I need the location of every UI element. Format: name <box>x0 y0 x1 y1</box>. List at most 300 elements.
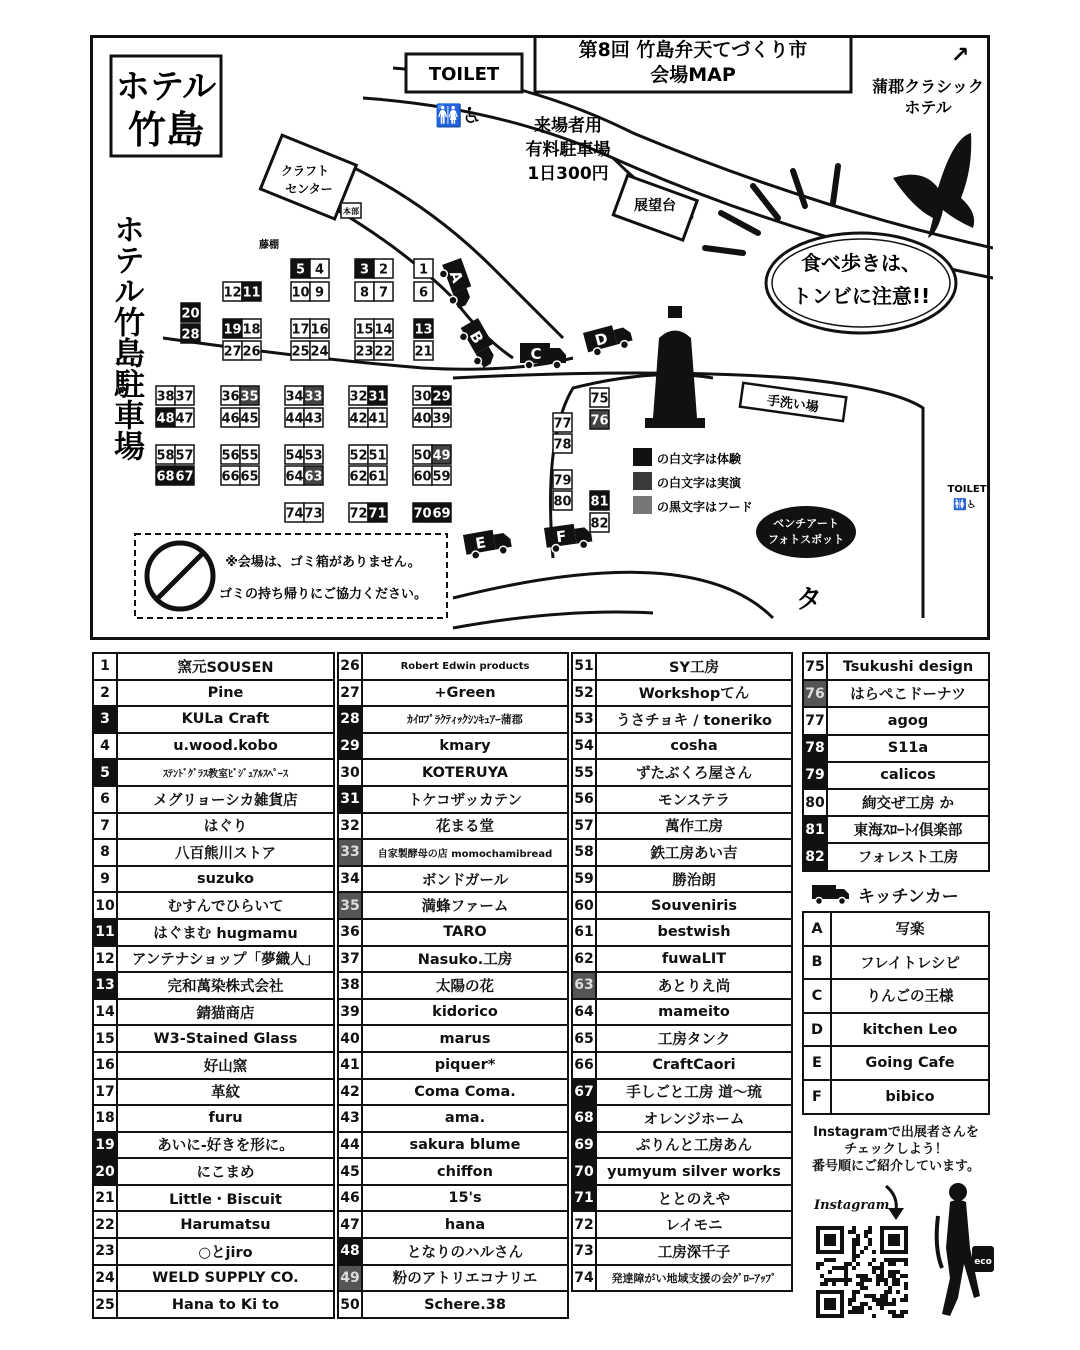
truck-icon <box>812 883 850 905</box>
booth-number: 5 <box>295 262 306 278</box>
booth-number: 76 <box>590 413 609 429</box>
vendor-row <box>572 999 792 1026</box>
vendor-table-4 <box>802 652 990 872</box>
kitchen-name: フレイトレシピ <box>831 946 989 980</box>
booth-number: 32 <box>349 389 368 405</box>
vendor-name: +Green <box>362 680 568 707</box>
vendor-row <box>572 733 792 760</box>
vendor-row <box>572 1238 792 1265</box>
booth-number: 50 <box>413 448 432 464</box>
booth-72 <box>349 503 368 522</box>
booth-number: 81 <box>590 494 609 510</box>
kitchen-car-letter: E <box>474 533 488 553</box>
booth-58 <box>156 445 175 464</box>
vendor-number: 45 <box>338 1158 362 1185</box>
vendor-number: 19 <box>93 1132 117 1159</box>
paid-parking-line2: 有料駐車場 <box>525 140 611 160</box>
vendor-name: モンステラ <box>596 786 792 813</box>
vendor-number: 73 <box>572 1238 596 1265</box>
vendor-name: 萬作工房 <box>596 813 792 840</box>
booth-67 <box>175 466 194 485</box>
vendor-name: 絢交ぜ工房 か <box>827 789 989 816</box>
vendor-row <box>338 1052 568 1079</box>
vendor-name: Little・Biscuit <box>117 1185 334 1212</box>
map-drawing <box>93 38 993 643</box>
booth-48 <box>156 408 175 427</box>
vendor-row <box>338 1132 568 1159</box>
kitchen-name: bibico <box>831 1080 989 1114</box>
booth-45 <box>240 408 259 427</box>
booth-3 <box>355 259 374 278</box>
vendor-row <box>338 1158 568 1185</box>
kitchen-car-letter: D <box>592 329 610 350</box>
vendor-number: 75 <box>803 653 827 680</box>
vendor-row <box>338 1025 568 1052</box>
hotel-sign-line2: 竹島 <box>127 108 205 152</box>
booth-47 <box>175 408 194 427</box>
booth-number: 48 <box>156 411 175 427</box>
booth-layer <box>156 259 609 532</box>
booth-49 <box>432 445 451 464</box>
booth-77 <box>553 413 572 432</box>
vendor-number: 31 <box>338 786 362 813</box>
vendor-number: 56 <box>572 786 596 813</box>
vendor-name: fuwaLIT <box>596 946 792 973</box>
booth-number: 68 <box>156 469 175 485</box>
vendor-number: 23 <box>93 1238 117 1265</box>
booth-number: 73 <box>304 506 323 522</box>
booth-63 <box>304 466 323 485</box>
kitchen-row <box>803 1080 989 1114</box>
vendor-name: 手しごと工房 道〜琉 <box>596 1079 792 1106</box>
vendor-row <box>338 866 568 893</box>
booth-number: 1 <box>418 262 429 278</box>
venue-map <box>90 35 990 640</box>
booth-number: 22 <box>374 344 393 360</box>
vendor-name: 八百熊川ストア <box>117 839 334 866</box>
vendor-name: ととのえや <box>596 1185 792 1212</box>
vendor-number: 6 <box>93 786 117 813</box>
vendor-row <box>338 999 568 1026</box>
vendor-name: ｶｲﾛﾌﾟﾗｸﾃｨｯｸｼﾝｷｭｱｰ蒲郡 <box>362 706 568 733</box>
booth-number: 67 <box>175 469 194 485</box>
vendor-name: 満蜂ファーム <box>362 892 568 919</box>
vendor-number: 64 <box>572 999 596 1026</box>
vendor-number: 40 <box>338 1025 362 1052</box>
toilet-icons: 🚻♿ <box>435 104 483 129</box>
vendor-name: marus <box>362 1025 568 1052</box>
vendor-name: CraftCaori <box>596 1052 792 1079</box>
vendor-row <box>93 680 334 707</box>
kitchen-letter: F <box>803 1080 831 1114</box>
vendor-row <box>338 733 568 760</box>
booth-55 <box>240 445 259 464</box>
booth-number: 52 <box>349 448 368 464</box>
kitchen-letter: B <box>803 946 831 980</box>
vendor-number: 26 <box>338 653 362 680</box>
instagram-label: Instagram <box>814 1198 890 1213</box>
vendor-name: 錆猫商店 <box>117 999 334 1026</box>
booth-81 <box>590 491 609 510</box>
booth-35 <box>240 386 259 405</box>
vendor-name: トケコザッカテン <box>362 786 568 813</box>
vendor-name: KOTERUYA <box>362 759 568 786</box>
booth-number: 53 <box>304 448 323 464</box>
booth-13 <box>414 319 433 338</box>
booth-57 <box>175 445 194 464</box>
vendor-row <box>93 1265 334 1292</box>
booth-number: 58 <box>156 448 175 464</box>
photo-spot-line2: フォトスポット <box>767 533 845 546</box>
booth-number: 34 <box>285 389 304 405</box>
vendor-number: 28 <box>338 706 362 733</box>
instagram-note <box>800 1124 992 1175</box>
booth-22 <box>374 341 393 360</box>
kitchen-car-d <box>583 321 634 358</box>
booth-number: 36 <box>221 389 240 405</box>
booth-number: 24 <box>310 344 329 360</box>
vendor-name: メグリョーシカ雑貨店 <box>117 786 334 813</box>
kitchen-car-letter: C <box>530 345 542 363</box>
vendor-number: 65 <box>572 1025 596 1052</box>
vendor-row <box>803 653 989 680</box>
booth-number: 43 <box>304 411 323 427</box>
booth-7 <box>374 282 393 301</box>
title-line2: 会場MAP <box>650 64 736 86</box>
vendor-row <box>572 892 792 919</box>
vendor-table-3 <box>571 652 793 1292</box>
vendor-number: 71 <box>572 1185 596 1212</box>
vendor-name: 勝治朗 <box>596 866 792 893</box>
vendor-number: 27 <box>338 680 362 707</box>
vendor-number: 70 <box>572 1158 596 1185</box>
booth-25 <box>291 341 310 360</box>
vendor-name: ｽﾃﾝﾄﾞｸﾞﾗｽ教室ﾋﾞｼﾞｭｱﾙｽﾍﾟｰｽ <box>117 759 334 786</box>
vendor-number: 59 <box>572 866 596 893</box>
booth-70 <box>413 503 432 522</box>
vendor-number: 69 <box>572 1132 596 1159</box>
kitchen-name: 写楽 <box>831 912 989 946</box>
booth-number: 38 <box>156 389 175 405</box>
booth-6 <box>414 282 433 301</box>
booth-number: 82 <box>590 516 609 532</box>
vendor-row <box>572 1079 792 1106</box>
vendor-number: 11 <box>93 919 117 946</box>
booth-number: 80 <box>553 494 572 510</box>
booth-79 <box>553 470 572 489</box>
booth-number: 71 <box>368 506 387 522</box>
kitchen-car-heading <box>812 880 992 908</box>
vendor-row <box>803 707 989 734</box>
observatory-label: 展望台 <box>634 198 676 214</box>
vendor-row <box>93 1238 334 1265</box>
vendor-number: 14 <box>93 999 117 1026</box>
vendor-row <box>338 759 568 786</box>
booth-number: 61 <box>368 469 387 485</box>
kitchen-car-e <box>463 527 513 561</box>
vendor-number: 80 <box>803 789 827 816</box>
vendor-number: 81 <box>803 816 827 843</box>
booth-number: 30 <box>413 389 432 405</box>
kitchen-letter: A <box>803 912 831 946</box>
booth-54 <box>285 445 304 464</box>
booth-40 <box>413 408 432 427</box>
vendor-row <box>93 706 334 733</box>
booth-number: 23 <box>355 344 374 360</box>
kitchen-name: Going Cafe <box>831 1046 989 1080</box>
vendor-row <box>803 762 989 789</box>
booth-50 <box>413 445 432 464</box>
vendor-number: 49 <box>338 1265 362 1292</box>
vendor-row <box>93 653 334 680</box>
vendor-row <box>93 813 334 840</box>
booth-number: 4 <box>314 262 325 278</box>
booth-41 <box>368 408 387 427</box>
booth-number: 59 <box>432 469 451 485</box>
booth-number: 9 <box>314 285 325 301</box>
booth-20 <box>181 303 200 322</box>
hawk-icon <box>893 133 974 238</box>
vendor-row <box>803 843 989 870</box>
vendor-number: 33 <box>338 839 362 866</box>
kitchen-car-a <box>437 258 477 310</box>
booth-69 <box>432 503 451 522</box>
craft-center-line2: センター <box>285 182 333 196</box>
booth-33 <box>304 386 323 405</box>
trash-notice-line1: ※会場は、ゴミ箱がありません。 <box>225 555 421 570</box>
vendor-row <box>338 786 568 813</box>
vendor-name: ボンドガール <box>362 866 568 893</box>
instagram-note-line1: Instagramで出展者さんを <box>813 1125 979 1140</box>
booth-number: 10 <box>291 285 310 301</box>
vendor-name: あとりえ尚 <box>596 972 792 999</box>
vendor-number: 53 <box>572 706 596 733</box>
booth-number: 16 <box>310 322 329 338</box>
vendor-row <box>572 972 792 999</box>
vendor-number: 12 <box>93 946 117 973</box>
vendor-row <box>572 919 792 946</box>
booth-15 <box>355 319 374 338</box>
booth-number: 54 <box>285 448 304 464</box>
booth-65 <box>240 466 259 485</box>
booth-number: 35 <box>240 389 259 405</box>
booth-number: 28 <box>181 327 200 343</box>
legend-swatch-demo <box>633 472 652 490</box>
booth-number: 33 <box>304 389 323 405</box>
kitchen-name: りんごの王様 <box>831 979 989 1013</box>
vendor-name: calicos <box>827 762 989 789</box>
booth-29 <box>432 386 451 405</box>
vendor-row <box>93 759 334 786</box>
booth-number: 21 <box>414 344 433 360</box>
vendor-number: 25 <box>93 1291 117 1318</box>
vendor-name: cosha <box>596 733 792 760</box>
vendor-row <box>93 1185 334 1212</box>
vendor-number: 1 <box>93 653 117 680</box>
vendor-name: furu <box>117 1105 334 1132</box>
booth-39 <box>432 408 451 427</box>
vendor-name: ぷりんと工房あん <box>596 1132 792 1159</box>
vendor-row <box>572 1025 792 1052</box>
vendor-name: kmary <box>362 733 568 760</box>
vendor-row <box>572 1158 792 1185</box>
vendor-number: 63 <box>572 972 596 999</box>
booth-number: 18 <box>242 322 261 338</box>
vendor-row <box>803 789 989 816</box>
vendor-name: u.wood.kobo <box>117 733 334 760</box>
booth-number: 39 <box>432 411 451 427</box>
instagram-qr-code[interactable] <box>816 1226 908 1318</box>
vendor-name: Robert Edwin products <box>362 653 568 680</box>
vendor-row <box>93 1291 334 1318</box>
vendor-name: 自家製酵母の店 momochamibread <box>362 839 568 866</box>
booth-26 <box>242 341 261 360</box>
booth-number: 17 <box>291 322 310 338</box>
vendor-number: 76 <box>803 680 827 707</box>
vendor-table-2 <box>337 652 569 1319</box>
vendor-number: 2 <box>93 680 117 707</box>
booth-number: 74 <box>285 506 304 522</box>
vendor-number: 50 <box>338 1291 362 1318</box>
booth-number: 26 <box>242 344 261 360</box>
vendor-row <box>803 735 989 762</box>
vendor-row <box>572 680 792 707</box>
booth-number: 2 <box>378 262 389 278</box>
warning-ellipse <box>766 233 956 333</box>
booth-number: 79 <box>553 473 572 489</box>
booth-43 <box>304 408 323 427</box>
booth-number: 56 <box>221 448 240 464</box>
vendor-row <box>93 946 334 973</box>
booth-5 <box>291 259 310 278</box>
booth-51 <box>368 445 387 464</box>
vendor-number: 22 <box>93 1211 117 1238</box>
vendor-name: bestwish <box>596 919 792 946</box>
vendor-row <box>572 866 792 893</box>
vendor-row <box>93 1025 334 1052</box>
booth-23 <box>355 341 374 360</box>
booth-number: 75 <box>590 391 609 407</box>
booth-number: 72 <box>349 506 368 522</box>
booth-number: 51 <box>368 448 387 464</box>
booth-number: 47 <box>175 411 194 427</box>
vendor-name: WELD SUPPLY CO. <box>117 1265 334 1292</box>
vendor-number: 47 <box>338 1211 362 1238</box>
vendor-row <box>338 1291 568 1318</box>
kitchen-name: kitchen Leo <box>831 1013 989 1047</box>
vendor-row <box>93 839 334 866</box>
vendor-name: Nasuko.工房 <box>362 946 568 973</box>
kitchen-letter: D <box>803 1013 831 1047</box>
booth-number: 63 <box>304 469 323 485</box>
vendor-number: 78 <box>803 735 827 762</box>
booth-59 <box>432 466 451 485</box>
vendor-row <box>338 813 568 840</box>
booth-10 <box>291 282 310 301</box>
booth-37 <box>175 386 194 405</box>
vendor-number: 36 <box>338 919 362 946</box>
booth-number: 44 <box>285 411 304 427</box>
fujidana-label: 藤棚 <box>259 240 279 251</box>
vendor-name: むすんでひらいて <box>117 892 334 919</box>
booth-18 <box>242 319 261 338</box>
vendor-name: となりのハルさん <box>362 1238 568 1265</box>
vendor-name: ずたぶくろ屋さん <box>596 759 792 786</box>
bench-art-icon: タ <box>796 585 823 615</box>
booth-number: 27 <box>223 344 242 360</box>
vendor-number: 10 <box>93 892 117 919</box>
booth-number: 25 <box>291 344 310 360</box>
booth-number: 77 <box>553 416 572 432</box>
booth-30 <box>413 386 432 405</box>
booth-number: 42 <box>349 411 368 427</box>
booth-76 <box>590 410 609 429</box>
booth-number: 78 <box>553 437 572 453</box>
vendor-row <box>338 1211 568 1238</box>
vendor-name: にこまめ <box>117 1158 334 1185</box>
booth-number: 29 <box>432 389 451 405</box>
booth-21 <box>414 341 433 360</box>
vendor-number: 32 <box>338 813 362 840</box>
booth-17 <box>291 319 310 338</box>
vendor-number: 34 <box>338 866 362 893</box>
booth-number: 40 <box>413 411 432 427</box>
vendor-row <box>93 866 334 893</box>
booth-64 <box>285 466 304 485</box>
vendor-number: 61 <box>572 919 596 946</box>
vendor-number: 39 <box>338 999 362 1026</box>
vendor-row <box>572 759 792 786</box>
vendor-name: 工房深千子 <box>596 1238 792 1265</box>
vendor-name: ○とjiro <box>117 1238 334 1265</box>
legend-food: の黒文字はフード <box>657 500 753 514</box>
kitchen-car-letter: A <box>445 268 467 286</box>
vendor-name: Harumatsu <box>117 1211 334 1238</box>
vendor-row <box>338 1185 568 1212</box>
booth-75 <box>590 388 609 407</box>
vendor-name: はぐり <box>117 813 334 840</box>
vendor-name: 太陽の花 <box>362 972 568 999</box>
vendor-name: 完和萬染株式会社 <box>117 972 334 999</box>
booth-31 <box>368 386 387 405</box>
vendor-number: 29 <box>338 733 362 760</box>
vendor-name: hana <box>362 1211 568 1238</box>
booth-number: 69 <box>432 506 451 522</box>
vendor-number: 51 <box>572 653 596 680</box>
gamagori-hotel-line2: ホテル <box>904 98 952 117</box>
vendor-number: 3 <box>93 706 117 733</box>
vendor-name: ama. <box>362 1105 568 1132</box>
vendor-row <box>338 1265 568 1292</box>
paid-parking-line3: 1日300円 <box>527 164 609 184</box>
vendor-number: 55 <box>572 759 596 786</box>
booth-56 <box>221 445 240 464</box>
vendor-name: レイモニ <box>596 1211 792 1238</box>
vendor-number: 46 <box>338 1185 362 1212</box>
vendor-row <box>93 733 334 760</box>
booth-9 <box>310 282 329 301</box>
vendor-name: あいに-好きを形に。 <box>117 1132 334 1159</box>
toilet-small-icons: 🚻♿ <box>953 498 977 511</box>
vendor-row <box>572 1265 792 1292</box>
vendor-number: 62 <box>572 946 596 973</box>
vendor-number: 4 <box>93 733 117 760</box>
vendor-row <box>338 892 568 919</box>
vendor-row <box>338 972 568 999</box>
vendor-row <box>93 786 334 813</box>
vendor-row <box>338 1238 568 1265</box>
booth-34 <box>285 386 304 405</box>
